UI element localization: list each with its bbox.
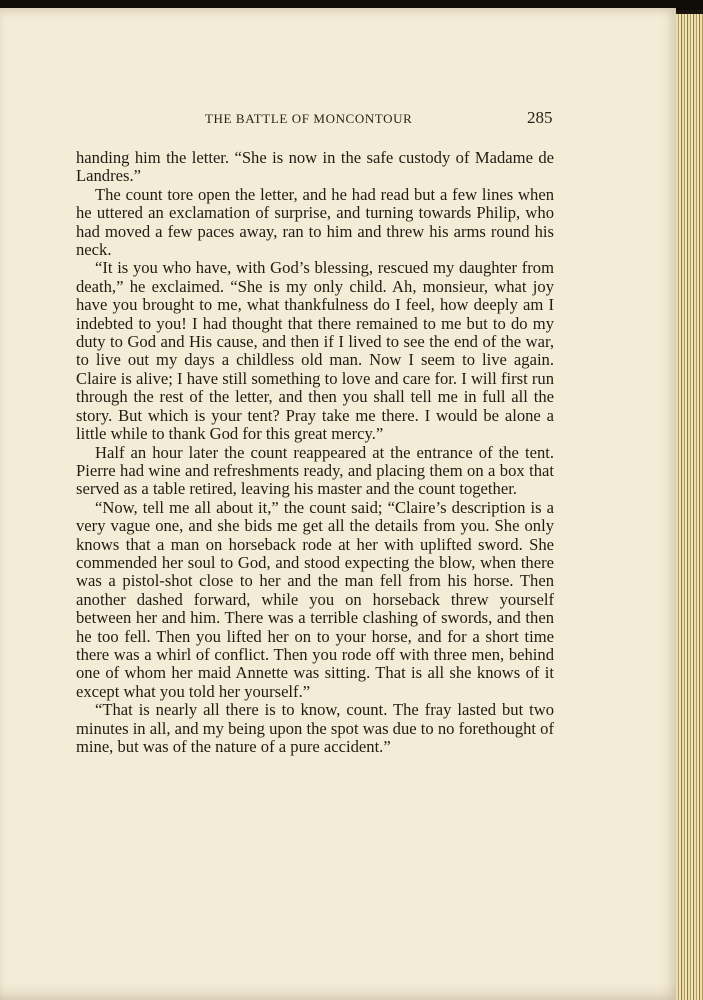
paragraph-5: “Now, tell me all about it,” the count said; “Claire’s description is a very vague one, and she bids me get all the details from you. She only knows that a man on horseback rode at her with uplifted sword. She commended her soul to God, and stood expecting the blow, when there was a pistol-shot close to her and the man fell from his horse. Then another dashed forward, while you on horseback threw yourself between her and him. There was a terrible clashing of swords, and then he too fell. Then you lifted her on to your horse, and for a short time there was a whirl of conflict. Then you rode off with three men, behind one of whom her maid Annette was sitting. That is all she knows of it except what you told her yourself.” xyxy=(76,497,554,701)
paragraph-2: The count tore open the letter, and he had read but a few lines when he uttered an exclamation of surprise, and turning towards Philip, who had moved a few paces away, ran to him and threw his arms round his neck. xyxy=(76,184,554,260)
paragraph-3: “It is you who have, with God’s blessing, rescued my daughter from death,” he exclaimed. “She is my only child. Ah, monsieur, what joy have you brought to me, what thankfulness do I feel, how deeply am I indebted to you! I had thought that there remained to me but to do my duty to God and His cause, and then if I lived to see the end of the war, to live out my days a childless old man. Now I seem to live again. Claire is alive; I have still something to love and care for. I will first run through the rest of the letter, and then you shall tell me in full all the story. But which is your tent? Pray take me there. I would be alone a little while to thank God for this great mercy.” xyxy=(76,258,554,444)
running-header xyxy=(0,108,676,131)
book-page xyxy=(0,8,676,1000)
page-bottom-shadow xyxy=(0,982,676,1000)
paragraph-1: handing him the letter. “She is now in the safe custody of Madame de Landres.” xyxy=(76,148,554,186)
paragraph-6: “That is nearly all there is to know, count. The fray lasted but two minutes in all, and my being upon the spot was due to no forethought of mine, but was of the nature of a pure accident.” xyxy=(76,700,554,756)
paragraph-4: Half an hour later the count reappeared at the entrance of the tent. Pierre had wine and refreshments ready, and placing them on a box that served as a table retired, leaving his master and the count together. xyxy=(76,442,554,499)
body-text xyxy=(76,149,554,756)
running-title: THE BATTLE OF MONCONTOUR xyxy=(205,111,413,126)
page-number: 285 xyxy=(527,108,553,127)
page-edges-stack xyxy=(676,14,703,1000)
